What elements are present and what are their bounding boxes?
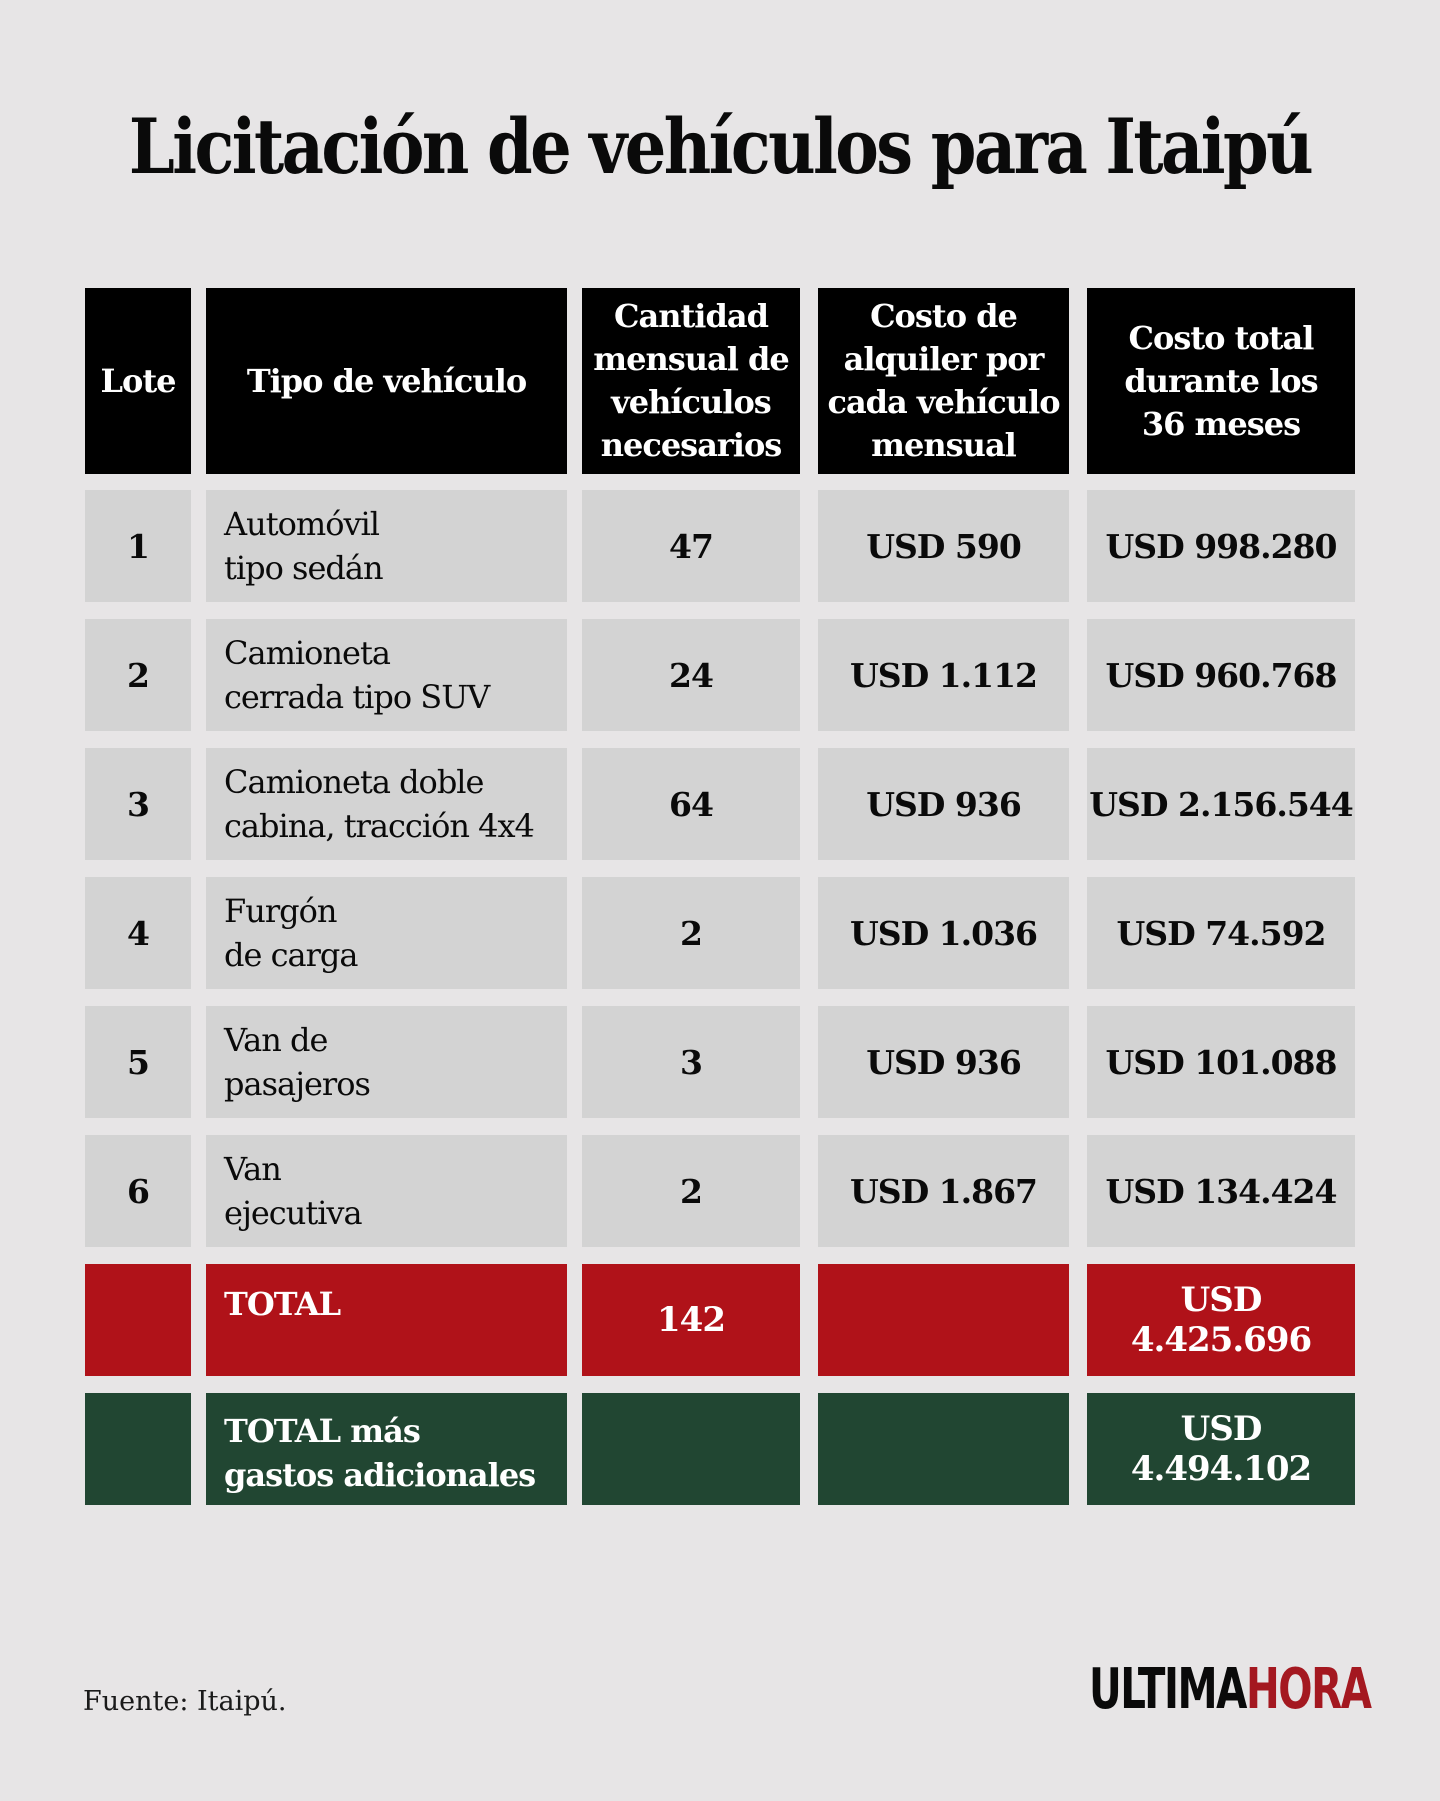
total-label: TOTAL: [206, 1264, 567, 1376]
costo-total-cell: USD 74.592: [1087, 877, 1355, 989]
header-costo-mensual: Costo de alquiler por cada vehículo mensual: [818, 288, 1069, 474]
total-extra-empty-cell: [85, 1393, 191, 1505]
header-costo-total: Costo total durante los 36 meses: [1087, 288, 1355, 474]
total-extra-costo: USD 4.494.102: [1087, 1393, 1355, 1505]
cantidad-cell: 2: [582, 877, 800, 989]
costo-mensual-cell: USD 936: [818, 1006, 1069, 1118]
costo-mensual-cell: USD 1.036: [818, 877, 1069, 989]
tipo-cell: Camioneta doble cabina, tracción 4x4: [206, 748, 567, 860]
cantidad-cell: 47: [582, 490, 800, 602]
tipo-cell: Camioneta cerrada tipo SUV: [206, 619, 567, 731]
cantidad-cell: 2: [582, 1135, 800, 1247]
header-cantidad: Cantidad mensual de vehículos necesarios: [582, 288, 800, 474]
ultimahora-logo: ULTIMAHORA: [1089, 1657, 1371, 1722]
tipo-cell: Furgón de carga: [206, 877, 567, 989]
total-cantidad: 142: [582, 1264, 800, 1376]
total-empty-cell: [85, 1264, 191, 1376]
costo-mensual-cell: USD 1.867: [818, 1135, 1069, 1247]
total-extra-label: TOTAL más gastos adicionales: [206, 1393, 567, 1505]
source-note: Fuente: Itaipú.: [83, 1686, 287, 1717]
costo-total-cell: USD 134.424: [1087, 1135, 1355, 1247]
page-title: Licitación de vehículos para Itaipú: [128, 102, 1312, 191]
costo-mensual-cell: USD 936: [818, 748, 1069, 860]
tipo-cell: Van ejecutiva: [206, 1135, 567, 1247]
costo-mensual-cell: USD 1.112: [818, 619, 1069, 731]
lote-cell: 2: [85, 619, 191, 731]
costo-total-cell: USD 998.280: [1087, 490, 1355, 602]
lote-cell: 5: [85, 1006, 191, 1118]
header-tipo: Tipo de vehículo: [206, 288, 567, 474]
total-extra-empty-cell: [582, 1393, 800, 1505]
total-extra-empty-cell: [818, 1393, 1069, 1505]
lote-cell: 1: [85, 490, 191, 602]
cantidad-cell: 3: [582, 1006, 800, 1118]
cantidad-cell: 24: [582, 619, 800, 731]
tipo-cell: Van de pasajeros: [206, 1006, 567, 1118]
lote-cell: 3: [85, 748, 191, 860]
costo-mensual-cell: USD 590: [818, 490, 1069, 602]
cantidad-cell: 64: [582, 748, 800, 860]
total-empty-cell: [818, 1264, 1069, 1376]
header-lote: Lote: [85, 288, 191, 474]
tipo-cell: Automóvil tipo sedán: [206, 490, 567, 602]
costo-total-cell: USD 2.156.544: [1087, 748, 1355, 860]
lote-cell: 6: [85, 1135, 191, 1247]
total-costo: USD 4.425.696: [1087, 1264, 1355, 1376]
costo-total-cell: USD 960.768: [1087, 619, 1355, 731]
costo-total-cell: USD 101.088: [1087, 1006, 1355, 1118]
lote-cell: 4: [85, 877, 191, 989]
